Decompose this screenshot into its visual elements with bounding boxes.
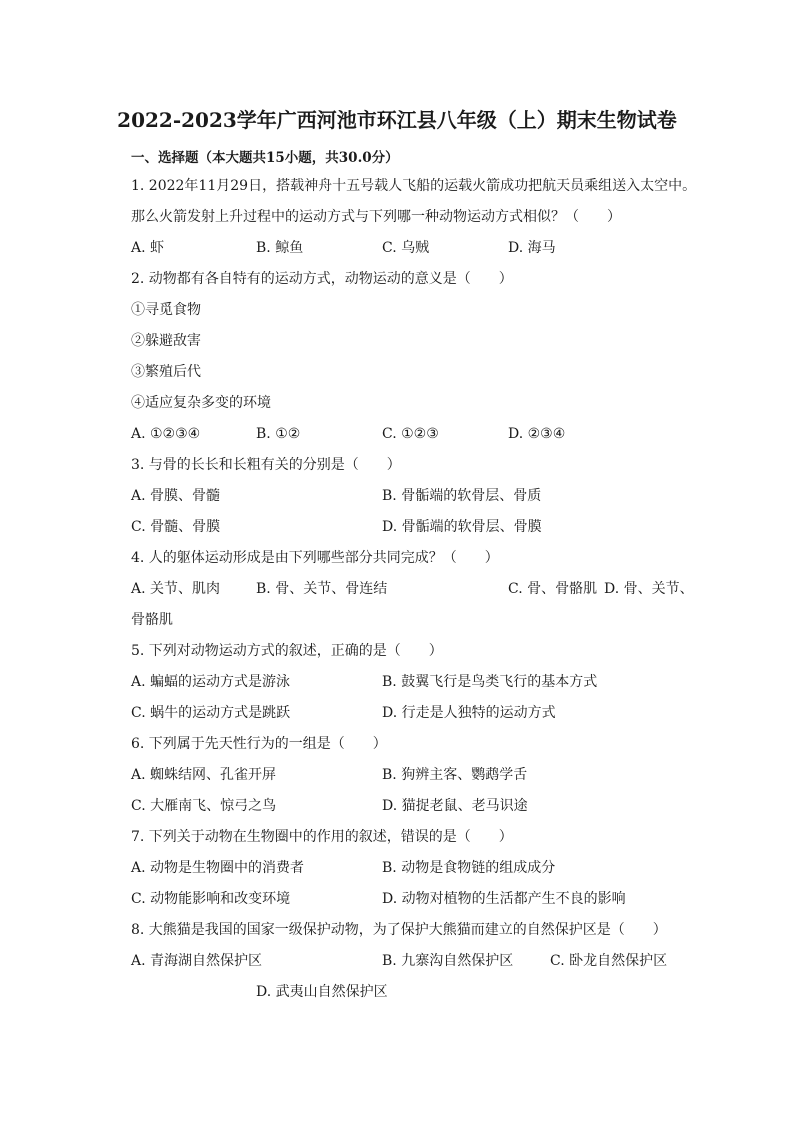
question-3-option-c: C. 骨髓、骨膜 [131, 519, 221, 535]
question-4-option-b: B. 骨、关节、骨连结 [256, 581, 388, 597]
question-4-option-d: D. 骨、关节、 [604, 581, 694, 597]
question-2-item-2: ②躲避敌害 [131, 333, 201, 349]
question-7-option-c: C. 动物能影响和改变环境 [131, 891, 291, 907]
question-2-stem: 2. 动物都有各自特有的运动方式，动物运动的意义是（ ） [131, 271, 513, 287]
question-3-stem: 3. 与骨的长长和长粗有关的分别是（ ） [131, 457, 401, 473]
question-3-option-a: A. 骨膜、骨髓 [131, 488, 221, 504]
page-title: 2022-2023学年广西河池市环江县八年级（上）期末生物试卷 [117, 108, 677, 132]
question-8-option-a: A. 青海湖自然保护区 [131, 953, 263, 969]
question-1-option-d: D. 海马 [508, 240, 556, 256]
question-4-option-d-continued: 骨骼肌 [131, 612, 173, 628]
question-2-option-a: A. ①②③④ [131, 426, 201, 442]
question-2-item-4: ④适应复杂多变的环境 [131, 395, 271, 411]
question-6-option-a: A. 蜘蛛结网、孔雀开屏 [131, 767, 277, 783]
question-7-option-d: D. 动物对植物的生活都产生不良的影响 [382, 891, 626, 907]
question-2-item-3: ③繁殖后代 [131, 364, 201, 380]
question-2-option-d: D. ②③④ [508, 426, 566, 442]
question-1-option-c: C. 乌贼 [382, 240, 430, 256]
section-heading: 一、选择题（本大题共15小题，共30.0分） [131, 150, 399, 166]
question-7-option-a: A. 动物是生物圈中的消费者 [131, 860, 305, 876]
question-5-option-b: B. 鼓翼飞行是鸟类飞行的基本方式 [382, 674, 598, 690]
question-8-option-b: B. 九寨沟自然保护区 [382, 953, 514, 969]
question-2-item-1: ①寻觅食物 [131, 302, 201, 318]
question-8-option-c: C. 卧龙自然保护区 [550, 953, 668, 969]
question-2-option-b: B. ①② [256, 426, 301, 442]
question-4-option-a: A. 关节、肌肉 [131, 581, 221, 597]
question-7-stem: 7. 下列关于动物在生物圈中的作用的叙述，错误的是（ ） [131, 829, 513, 845]
question-8-stem: 8. 大熊猫是我国的国家一级保护动物，为了保护大熊猫而建立的自然保护区是（ ） [131, 922, 667, 938]
question-6-stem: 6. 下列属于先天性行为的一组是（ ） [131, 736, 387, 752]
question-1-option-b: B. 鲸鱼 [256, 240, 304, 256]
question-5-stem: 5. 下列对动物运动方式的叙述，正确的是（ ） [131, 643, 443, 659]
question-6-option-b: B. 狗辨主客、鹦鹉学舌 [382, 767, 528, 783]
question-2-option-c: C. ①②③ [382, 426, 439, 442]
question-3-option-b: B. 骨骺端的软骨层、骨质 [382, 488, 542, 504]
question-6-option-c: C. 大雁南飞、惊弓之鸟 [131, 798, 277, 814]
question-6-option-d: D. 猫捉老鼠、老马识途 [382, 798, 528, 814]
question-5-option-a: A. 蝙蝠的运动方式是游泳 [131, 674, 291, 690]
question-1-option-a: A. 虾 [131, 240, 165, 256]
question-1-stem-line-1: 1. 2022年11月29日，搭载神舟十五号载人飞船的运载火箭成功把航天员乘组送入太空中。 [131, 178, 697, 194]
question-7-option-b: B. 动物是食物链的组成成分 [382, 860, 556, 876]
question-8-option-d: D. 武夷山自然保护区 [256, 984, 388, 1000]
question-5-option-c: C. 蜗牛的运动方式是跳跃 [131, 705, 291, 721]
question-4-option-c: C. 骨、骨骼肌 [508, 581, 598, 597]
question-4-stem: 4. 人的躯体运动形成是由下列哪些部分共同完成？（ ） [131, 550, 499, 566]
question-3-option-d: D. 骨骺端的软骨层、骨膜 [382, 519, 542, 535]
question-5-option-d: D. 行走是人独特的运动方式 [382, 705, 556, 721]
question-1-stem-line-2: 那么火箭发射上升过程中的运动方式与下列哪一种动物运动方式相似？（ ） [131, 209, 621, 225]
